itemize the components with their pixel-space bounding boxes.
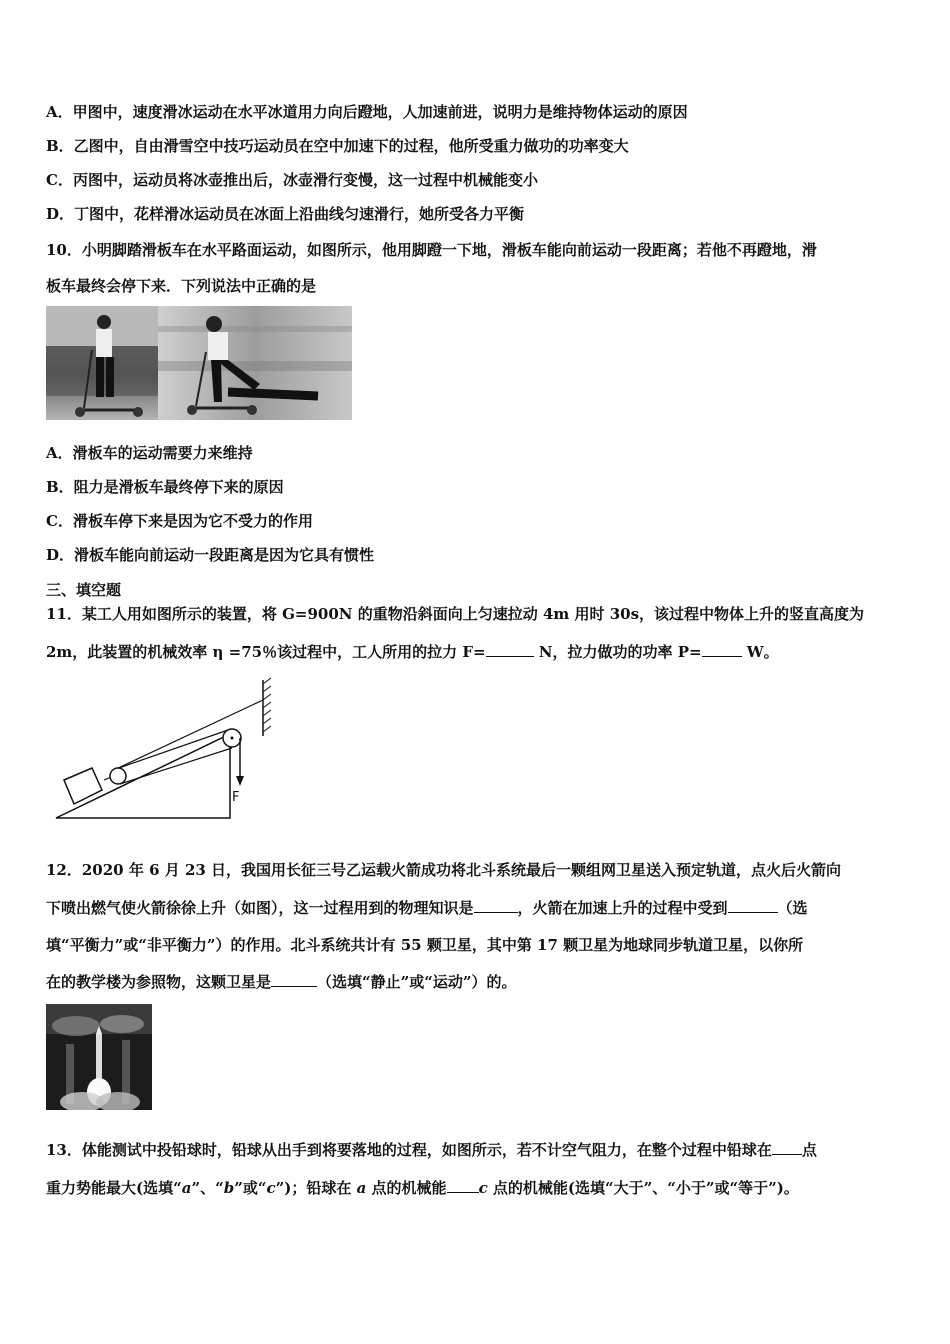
q12-line1: 12．2020 年 6 月 23 日，我国用长征三号乙运载火箭成功将北斗系统最后一颗组网卫星送入预定轨道，点火后火箭向 — [46, 861, 842, 879]
q13-sep1: ”、“ — [191, 1179, 224, 1197]
q12-line4 — [46, 972, 517, 992]
q10-option-c: C．滑板车停下来是因为它不受力的作用 — [46, 512, 313, 530]
q13-line2-part1: 重力势能最大(选填“ — [46, 1179, 182, 1197]
q13-line1 — [46, 1140, 817, 1160]
q13-blank-compare[interactable] — [447, 1178, 479, 1193]
q13-sep2: ”或“ — [234, 1179, 267, 1197]
q13-blank-point[interactable] — [772, 1140, 802, 1155]
q12-line4-part1: 在的教学楼为参照物，这颗卫星是 — [46, 973, 272, 991]
q13-line1-part1: 13．体能测试中投铅球时，铅球从出手到将要落地的过程，如图所示，若不计空气阻力，在整个过程中铅球在 — [46, 1141, 772, 1159]
q12-line2-part1: 下喷出燃气使火箭徐徐上升（如图），这一过程用到的物理知识是 — [46, 899, 474, 917]
q13-line2-part4: 点的机械能(选填“大于”、“小于”或“等于”)。 — [487, 1179, 799, 1197]
scooter-photo — [46, 306, 352, 420]
q11-line2-part2: N，拉力做功的功率 P= — [533, 643, 702, 661]
q12-line2-part2: ，火箭在加速上升的过程中受到 — [517, 899, 728, 917]
q9-option-b: B．乙图中，自由滑雪空中技巧运动员在空中加速下的过程，他所受重力做功的功率变大 — [46, 137, 629, 155]
q12-blank-motion[interactable] — [271, 972, 317, 987]
q11-line2 — [46, 642, 779, 662]
q10-option-b: B．阻力是滑板车最终停下来的原因 — [46, 478, 284, 496]
q13-line1-part2: 点 — [801, 1141, 817, 1159]
q10-option-d: D．滑板车能向前运动一段距离是因为它具有惯性 — [46, 546, 375, 564]
q11-blank-force[interactable] — [486, 642, 534, 657]
q12-line3: 填“平衡力”或“非平衡力”）的作用。北斗系统共计有 55 颗卫星，其中第 17 颗卫星为地球同步轨道卫星，以你所 — [46, 936, 804, 954]
q13-point-a-option: a — [181, 1179, 192, 1197]
force-label: F — [232, 790, 240, 805]
section-heading: 三、填空题 — [46, 581, 122, 599]
q9-option-d: D．丁图中，花样滑冰运动员在冰面上沿曲线匀速滑行，她所受各力平衡 — [46, 205, 525, 223]
q11-line1: 11．某工人用如图所示的装置，将 G=900N 的重物沿斜面向上匀速拉动 4m 用时 30s，该过程中物体上升的竖直高度为 — [46, 605, 865, 623]
q12-line2 — [46, 898, 808, 918]
q12-line2-part3: （选 — [777, 899, 808, 917]
q13-point-b-option: b — [223, 1179, 235, 1197]
q10-option-a: A．滑板车的运动需要力来维持 — [46, 444, 253, 462]
q10-stem-line1: 10．小明脚踏滑板车在水平路面运动，如图所示，他用脚蹬一下地，滑板车能向前运动一段距离；若他不再蹬地，滑 — [46, 241, 817, 259]
q11-line2-part3: W。 — [741, 643, 779, 661]
q13-line2-part2: ”)；铅球在 — [275, 1179, 357, 1197]
q9-option-c: C．丙图中，运动员将冰壶推出后，冰壶滑行变慢，这一过程中机械能变小 — [46, 171, 538, 189]
q12-line4-part2: （选填“静止”或“运动”）的。 — [317, 973, 517, 991]
q9-option-a: A．甲图中，速度滑冰运动在水平冰道用力向后蹬地，人加速前进，说明力是维持物体运动的原因 — [46, 103, 688, 121]
q13-point-c: c — [478, 1179, 488, 1197]
rocket-photo — [46, 1004, 152, 1110]
q13-line2-part3: 点的机械能 — [366, 1179, 447, 1197]
q13-point-a: a — [356, 1179, 367, 1197]
q11-blank-power[interactable] — [702, 642, 742, 657]
q12-blank-force[interactable] — [728, 898, 778, 913]
incline-pulley-diagram — [52, 676, 282, 822]
q12-blank-knowledge[interactable] — [474, 898, 518, 913]
q13-line2 — [46, 1178, 799, 1198]
q13-point-c-option: c — [266, 1179, 276, 1197]
q11-line2-part1: 2m，此装置的机械效率 η =75％该过程中，工人所用的拉力 F= — [46, 643, 486, 661]
q10-stem-line2: 板车最终会停下来．下列说法中正确的是 — [46, 277, 317, 295]
